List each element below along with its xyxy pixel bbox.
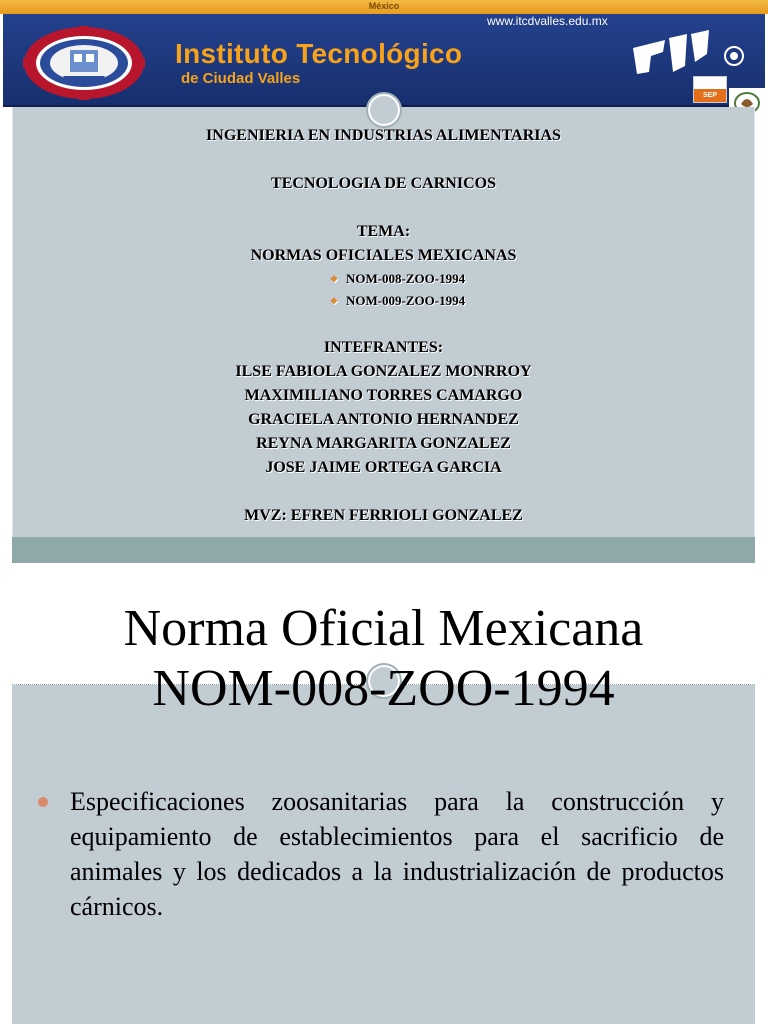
institute-title: Instituto Tecnológico bbox=[175, 38, 463, 69]
itcv-seal-icon bbox=[23, 26, 145, 100]
member-name: REYNA MARGARITA GONZALEZ bbox=[256, 435, 511, 452]
diamond-bullet-icon: ❖ bbox=[329, 296, 338, 306]
title-line-1: Norma Oficial Mexicana bbox=[123, 600, 644, 657]
institute-subtitle: de Ciudad Valles bbox=[181, 70, 301, 87]
norm-item: ❖ NOM-009-ZOO-1994 bbox=[329, 293, 466, 308]
slide-title bbox=[12, 599, 755, 719]
topic-label: TEMA: bbox=[356, 223, 411, 240]
round-bullet-icon bbox=[38, 797, 48, 807]
career-name: INGENIERIA EN INDUSTRIAS ALIMENTARIAS bbox=[206, 127, 561, 144]
subject-name: TECNOLOGIA DE CARNICOS bbox=[271, 175, 496, 192]
topic-name: NORMAS OFICIALES MEXICANAS bbox=[250, 247, 517, 264]
norm-list bbox=[12, 268, 755, 312]
member-name: JOSE JAIME ORTEGA GARCIA bbox=[265, 459, 502, 476]
slide-norm-definition bbox=[0, 573, 768, 1024]
country-label: México bbox=[368, 1, 400, 11]
title-slide-text bbox=[12, 124, 755, 528]
sep-logo bbox=[693, 76, 727, 103]
country-banner bbox=[0, 0, 768, 14]
member-name: ILSE FABIOLA GONZALEZ MONRROY bbox=[235, 363, 532, 380]
member-name: GRACIELA ANTONIO HERNANDEZ bbox=[248, 411, 519, 428]
title-line-2: NOM-008-ZOO-1994 bbox=[152, 660, 615, 717]
bullet-text: Especificaciones zoosanitarias para la construcción y equipamiento de establecimientos para el sacrificio de animales y los dedicados a la industrialización de productos cárnicos. bbox=[70, 787, 724, 921]
teacher-name: MVZ: EFREN FERRIOLI GONZALEZ bbox=[244, 507, 523, 524]
tecnm-logo-icon bbox=[629, 26, 749, 86]
diamond-bullet-icon: ❖ bbox=[329, 274, 338, 284]
members-label: INTEFRANTES: bbox=[323, 339, 444, 356]
sep-label: SEP bbox=[694, 89, 726, 102]
institute-url: www.itcdvalles.edu.mx bbox=[487, 14, 608, 28]
bullet-item bbox=[44, 784, 724, 924]
member-name: MAXIMILIANO TORRES CAMARGO bbox=[244, 387, 523, 404]
norm-item: ❖ NOM-008-ZOO-1994 bbox=[329, 271, 466, 286]
ring-ornament-icon bbox=[366, 92, 402, 128]
footer-band bbox=[12, 537, 755, 563]
